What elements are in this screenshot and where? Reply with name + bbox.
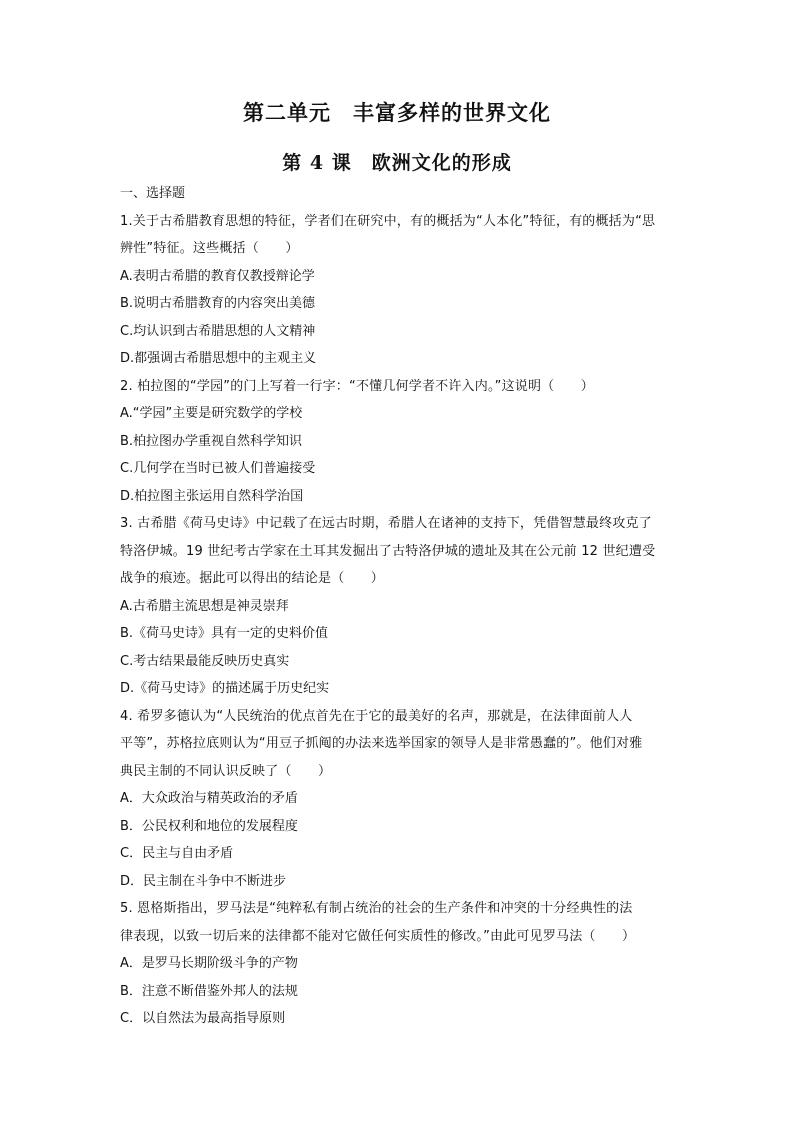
option-b: B.说明古希腊教育的内容突出美德 — [120, 296, 316, 311]
question-stem-line: 3. 古希腊《荷马史诗》中记载了在远古时期，希腊人在诸神的支持下，凭借智慧最终攻克了 — [120, 516, 652, 531]
question-stem-line: 平等”，苏格拉底则认为“用豆子抓阄的办法来选举国家的领导人是非常愚蠢的”。他们对雅 — [120, 736, 643, 751]
question-stem-line: 辨性”特征。这些概括（ ） — [120, 241, 299, 256]
option-c: C．民主与自由矛盾 — [120, 846, 234, 861]
question-1 — [120, 208, 680, 373]
option-a: A.古希腊主流思想是神灵崇拜 — [120, 598, 289, 614]
option-a: A.“学园”主要是研究数学的学校 — [120, 406, 303, 421]
question-stem-line: 特洛伊城。19 世纪考古学家在土耳其发掘出了古特洛伊城的遗址及其在公元前 12 世纪遭受 — [120, 543, 656, 559]
option-b: B.柏拉图办学重视自然科学知识 — [120, 433, 303, 449]
section-heading: 一、选择题 — [120, 186, 186, 201]
question-stem-line: 5. 恩格斯指出，罗马法是“纯粹私有制占统治的社会的生产条件和冲突的十分经典性的法 — [120, 901, 633, 916]
option-c: C．以自然法为最高指导原则 — [120, 1011, 286, 1026]
option-a: A．大众政治与精英政治的矛盾 — [120, 791, 298, 806]
lesson-title: 第 4 课 欧洲文化的形成 — [282, 152, 512, 174]
unit-title: 第二单元 丰富多样的世界文化 — [243, 100, 551, 125]
question-stem-line: 战争的痕迹。据此可以得出的结论是（ ） — [120, 571, 385, 586]
question-5 — [120, 895, 680, 1033]
question-4 — [120, 703, 680, 896]
option-c: C.均认识到古希腊思想的人文精神 — [120, 323, 316, 339]
question-content — [120, 180, 680, 1033]
question-2 — [120, 373, 680, 511]
question-stem-line: 4. 希罗多德认为“人民统治的优点首先在于它的最美好的名声，那就是，在法律面前人人 — [120, 708, 633, 724]
option-c: C.几何学在当时已被人们普遍接受 — [120, 461, 316, 476]
question-stem-line: 典民主制的不同认识反映了（ ） — [120, 763, 332, 779]
question-stem-line: 律表现，以致一切后来的法律都不能对它做任何实质性的修改。”由此可见罗马法（ ） — [120, 928, 636, 944]
question-stem-line: 2. 柏拉图的“学园”的门上写着一行字：“不懂几何学者不许入内。”这说明（ ） — [120, 378, 594, 394]
option-b: B．注意不断借鉴外邦人的法规 — [120, 983, 298, 999]
question-3 — [120, 510, 680, 703]
option-d: D．民主制在斗争中不断进步 — [120, 873, 287, 889]
option-a: A.表明古希腊的教育仅教授辩论学 — [120, 268, 315, 284]
option-d: D.《荷马史诗》的描述属于历史纪实 — [120, 681, 330, 696]
option-c: C.考古结果最能反映历史真实 — [120, 653, 290, 669]
option-a: A．是罗马长期阶级斗争的产物 — [120, 956, 298, 971]
option-d: D.柏拉图主张运用自然科学治国 — [120, 488, 304, 504]
option-b: B．公民权利和地位的发展程度 — [120, 818, 298, 834]
option-d: D.都强调古希腊思想中的主观主义 — [120, 351, 317, 366]
option-b: B.《荷马史诗》具有一定的史料价值 — [120, 626, 329, 641]
question-stem-line: 1.关于古希腊教育思想的特征，学者们在研究中，有的概括为“人本化”特征，有的概括为“思 — [120, 213, 656, 229]
